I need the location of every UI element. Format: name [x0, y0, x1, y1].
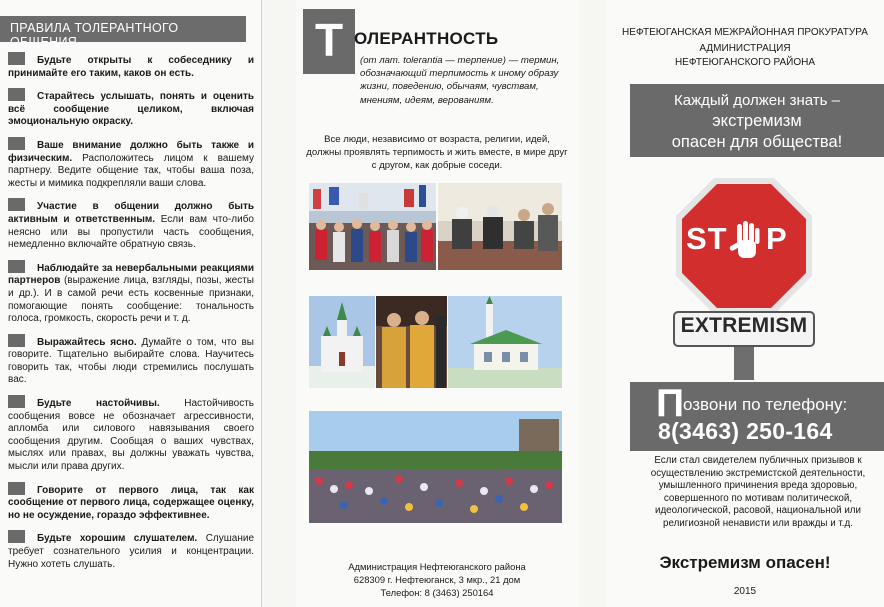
banner-line-3: опасен для общества!	[671, 133, 843, 151]
square-bullet-icon	[8, 52, 25, 65]
hotline-phone: 8(3463) 250-164	[658, 418, 833, 444]
call-initial: П	[656, 382, 685, 425]
rule-text: Расположитесь лицом к вашему партнеру. Ведите общение так, чтобы ваша поза, жесты и мимика подкрепляли ваши слова.	[8, 152, 254, 189]
rule-text: Если вам что-либо неясно или вы пропустили часть сообщения, немедленно включайте обратную связь.	[8, 213, 254, 251]
rule-item	[8, 334, 254, 387]
rule-item	[8, 530, 254, 571]
rule-item	[8, 395, 254, 474]
photo-festival-crowd	[309, 411, 562, 523]
rule-bold: Ваше внимание должно быть также и физическим.	[8, 139, 254, 164]
slogan: Экстремизм опасен!	[659, 553, 831, 572]
square-bullet-icon	[8, 260, 25, 273]
photo-religious-meeting	[438, 183, 562, 270]
rules-list	[8, 52, 254, 579]
rule-text: Слушание требует сознательного усилия и концентрации. Нужно хотеть слушать.	[8, 533, 255, 570]
rules-panel	[0, 0, 262, 607]
rule-item	[8, 88, 254, 129]
stop-text-right: P	[766, 221, 787, 256]
extremism-panel	[606, 0, 884, 607]
address-footer	[306, 560, 568, 599]
district-label: НЕФТЕЮГАНСКОГО РАЙОНА	[674, 57, 816, 68]
rule-bold: Наблюдайте за невербальными реакциями партнеров	[8, 262, 254, 287]
rule-bold: Будьте хорошим слушателем.	[37, 533, 198, 545]
photo-mosque	[448, 296, 562, 388]
year-label: 2015	[733, 586, 757, 597]
rule-text: Думайте о том, что вы говорите. Тщательно выбирайте слова. Научитесь говорить так, чтобы люди стремились послушать вас.	[8, 336, 254, 386]
info-paragraph: Если стал свидетелем публичных призывов к осуществлению экстремистской деятельности, умышленного причинения вреда здоровью, совершенного по мотивам политической, идеологической, расовой, национальной или религиозной ненависти или вражды и т.д.	[650, 455, 866, 529]
rule-item	[8, 137, 254, 190]
rule-bold: Участие в общении должно быть активным и ответственным.	[8, 201, 254, 225]
rule-bold: Будьте открыты к собеседнику и принимайте его таким, каков он есть.	[8, 55, 254, 79]
square-bullet-icon	[8, 88, 25, 101]
rule-item	[8, 52, 254, 80]
definition-lead: (от лат. tolerantia — терпение)	[360, 55, 506, 66]
warning-banner	[630, 84, 884, 157]
square-bullet-icon	[8, 482, 25, 495]
intro-paragraph: Все люди, независимо от возраста, религии, идей, должны проявлять терпимость и жить вместе, в мире друг с другом, как добрые соседи.	[306, 134, 568, 171]
square-bullet-icon	[8, 198, 25, 211]
photo-church	[309, 296, 375, 388]
square-bullet-icon	[8, 530, 25, 543]
tolerance-panel	[296, 0, 579, 607]
footer-phone: Телефон: 8 (3463) 250164	[380, 587, 494, 598]
rule-item	[8, 482, 254, 523]
stop-sign-icon	[670, 172, 818, 380]
rule-item	[8, 198, 254, 251]
rule-text: Настойчивость сообщения вовсе не обозначает агрессивности, апломба или силового навязывания своего сообщения другим. Сообщая о ваших чувствах, мыслях или правах, вы должны уважать чувства, мысли или права других.	[8, 398, 255, 473]
footer-address: 628309 г. Нефтеюганск, 3 мкр., 21 дом	[353, 574, 521, 585]
photo-demonstration	[309, 183, 436, 270]
big-initial-letter: Т	[303, 9, 355, 74]
banner-line-2: экстремизм	[712, 112, 802, 130]
rule-bold: Выражайтесь ясно.	[37, 336, 137, 348]
administration-label: АДМИНИСТРАЦИЯ	[699, 43, 791, 54]
photo-clergy	[376, 296, 447, 388]
square-bullet-icon	[8, 137, 25, 150]
rule-item	[8, 260, 254, 326]
tolerance-definition	[360, 54, 568, 107]
tolerance-title: ОЛЕРАНТНОСТЬ	[354, 29, 499, 48]
extremism-sign-label: EXTREMISM	[680, 314, 808, 337]
call-box	[630, 382, 884, 451]
rule-bold: Старайтесь услышать, понять и оценить всё сообщение целиком, включая эмоциональную окраску.	[8, 91, 254, 128]
stop-text-left: ST	[686, 221, 728, 256]
banner-line-1: Каждый должен знать –	[674, 92, 840, 109]
prosecutor-office: НЕФТЕЮГАНСКАЯ МЕЖРАЙОННАЯ ПРОКУРАТУРА	[622, 27, 868, 38]
call-label: озвони по телефону:	[683, 395, 848, 414]
square-bullet-icon	[8, 334, 25, 347]
rules-title: ПРАВИЛА ТОЛЕРАНТНОГО ОБЩЕНИЯ	[0, 16, 246, 42]
rule-bold: Говорите от первого лица, так как сообщение от первого лица, содержащее оценку, но не осуждение, гораздо эффективнее.	[8, 484, 254, 521]
definition-rest: — термин, обозначающий терпимость к иному образу жизни, поведению, обычаям, чувствам, мнениям, идеям, верованиям.	[360, 55, 560, 106]
square-bullet-icon	[8, 395, 25, 408]
rule-bold: Будьте настойчивы.	[37, 398, 160, 410]
rule-text: (выражение лица, взгляды, позы, жесты и др.). И в самой речи есть косвенные признаки, помогающие понять сообщение: тональность голоса, громкость, скорость речи и т. д.	[8, 275, 254, 325]
footer-org: Администрация Нефтеюганского района	[348, 561, 526, 572]
